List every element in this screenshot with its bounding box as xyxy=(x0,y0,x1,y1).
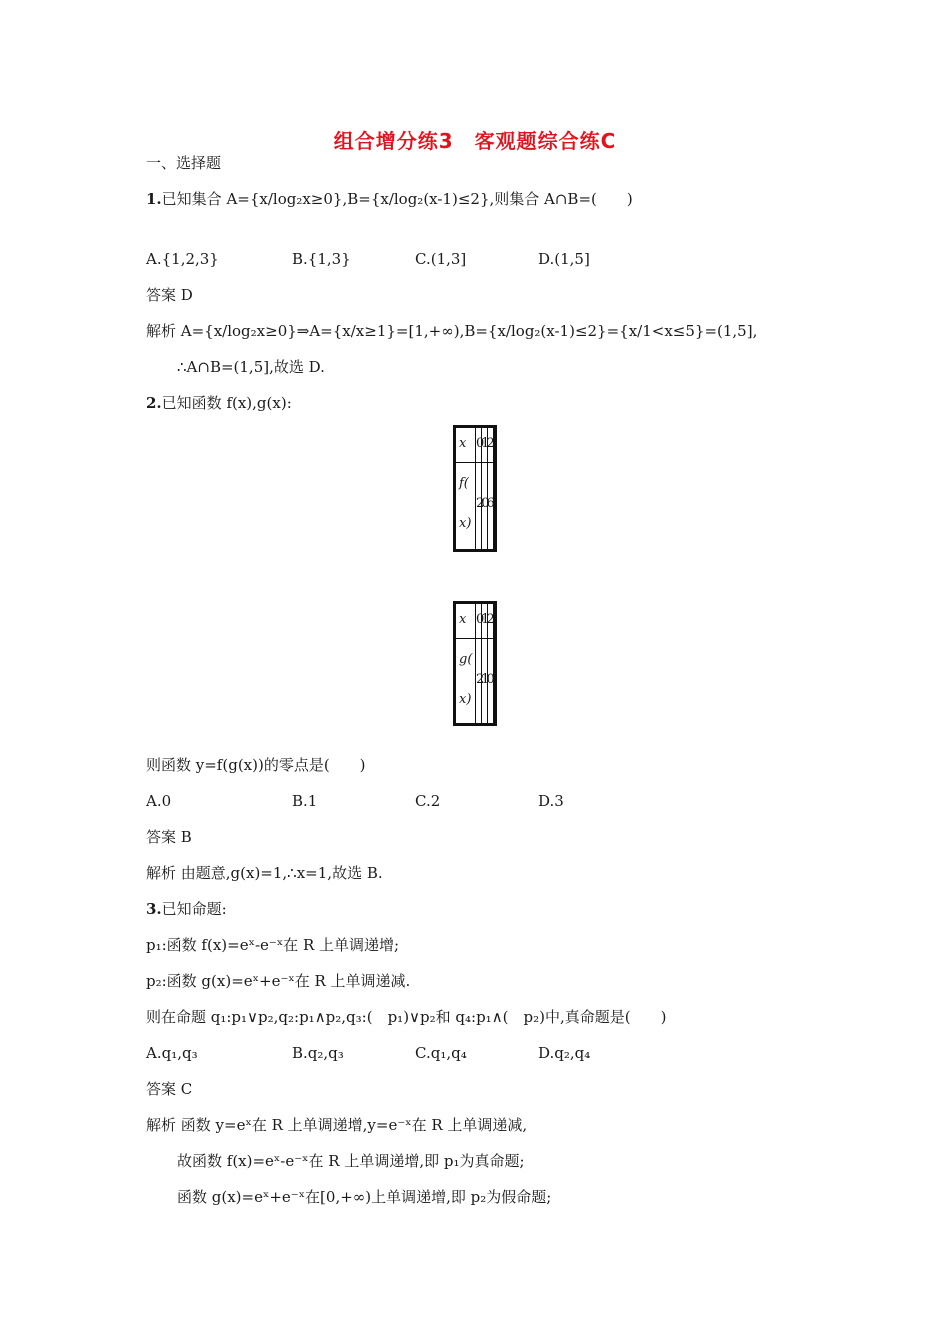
question-number: 3. xyxy=(146,900,162,918)
row-label: x) xyxy=(459,516,472,531)
question-number: 2. xyxy=(146,394,162,412)
row-values: 012 xyxy=(476,436,492,451)
row-values: 012 xyxy=(476,612,492,627)
analysis-line: 解析 函数 y=eˣ在 R 上单调递增,y=e⁻ˣ在 R 上单调递减, xyxy=(146,1116,528,1134)
analysis-line: 解析 A={x/log₂x≥0}⇒A={x/x≥1}=[1,+∞),B={x/log₂(x-1)≤2}={x/1<x≤5}=(1,5], xyxy=(146,322,758,340)
option-a: A.{1,2,3} xyxy=(146,250,219,268)
row-label: x xyxy=(459,436,467,451)
analysis-line: 故函数 f(x)=eˣ-e⁻ˣ在 R 上单调递增,即 p₁为真命题; xyxy=(177,1152,525,1170)
option-a: A.q₁,q₃ xyxy=(146,1044,198,1062)
row-label: f( xyxy=(459,476,469,491)
page-title: 组合增分练3 客观题综合练C xyxy=(333,129,617,153)
analysis-line: 函数 g(x)=eˣ+e⁻ˣ在[0,+∞)上单调递增,即 p₂为假命题; xyxy=(177,1188,552,1206)
option-b: B.q₂,q₃ xyxy=(292,1044,344,1062)
answer: 答案 D xyxy=(146,286,193,304)
row-values: 210 xyxy=(476,672,492,687)
option-b: B.{1,3} xyxy=(292,250,351,268)
question-3 xyxy=(146,899,227,919)
question-number: 1. xyxy=(146,190,162,208)
section-heading: 一、选择题 xyxy=(146,154,222,172)
question-text: 则在命题 q₁:p₁∨p₂,q₂:p₁∧p₂,q₃:( p₁)∨p₂和 q₄:p₁∧( p₂)中,真命题是( ) xyxy=(146,1008,667,1026)
option-c: C.(1,3] xyxy=(415,250,467,268)
proposition-p2: p₂:函数 g(x)=eˣ+e⁻ˣ在 R 上单调递减. xyxy=(146,972,411,990)
option-d: D.q₂,q₄ xyxy=(538,1044,591,1062)
row-label: x) xyxy=(459,692,472,707)
option-c: C.q₁,q₄ xyxy=(415,1044,467,1062)
question-text: 已知命题: xyxy=(161,900,227,918)
proposition-p1: p₁:函数 f(x)=eˣ-e⁻ˣ在 R 上单调递增; xyxy=(146,936,400,954)
option-d: D.3 xyxy=(538,792,564,810)
option-d: D.(1,5] xyxy=(538,250,590,268)
option-c: C.2 xyxy=(415,792,441,810)
column-lines xyxy=(475,428,495,549)
table-g xyxy=(453,601,497,726)
row-values: 206 xyxy=(476,496,492,511)
question-2 xyxy=(146,393,292,413)
row-label: g( xyxy=(459,652,473,667)
analysis-line: ∴A∩B=(1,5],故选 D. xyxy=(177,358,325,376)
option-a: A.0 xyxy=(146,792,172,810)
analysis-line: 解析 由题意,g(x)=1,∴x=1,故选 B. xyxy=(146,864,383,882)
row-label: x xyxy=(459,612,467,627)
question-1 xyxy=(146,189,633,209)
question-text: 已知函数 f(x),g(x): xyxy=(161,394,292,412)
table-f xyxy=(453,425,497,552)
answer: 答案 C xyxy=(146,1080,193,1098)
question-text: 已知集合 A={x/log₂x≥0},B={x/log₂(x-1)≤2},则集合 A∩B=( ) xyxy=(161,190,633,208)
answer: 答案 B xyxy=(146,828,192,846)
option-b: B.1 xyxy=(292,792,318,810)
column-lines xyxy=(475,604,495,723)
question-text: 则函数 y=f(g(x))的零点是( ) xyxy=(146,756,366,774)
